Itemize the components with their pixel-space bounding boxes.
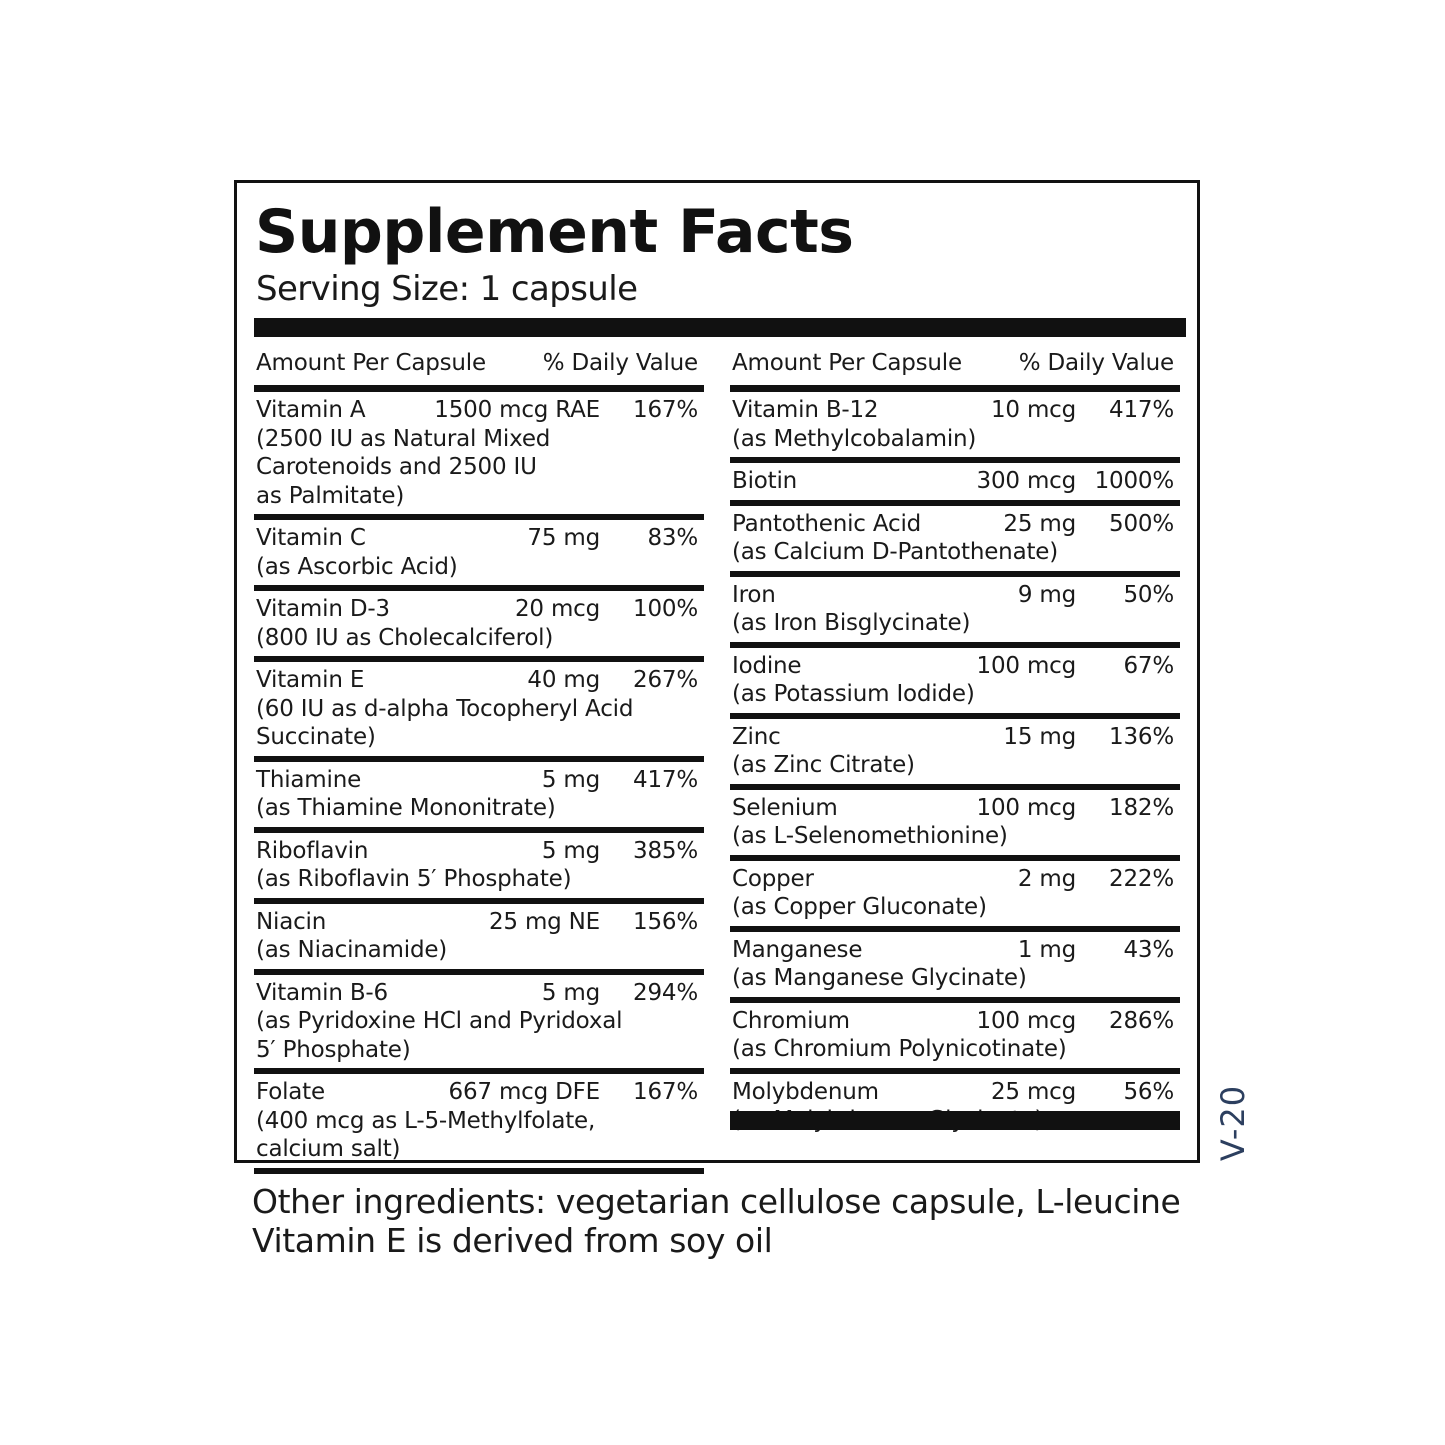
nutrient-source: (as Copper Gluconate) bbox=[732, 894, 987, 920]
nutrient-row bbox=[730, 719, 1180, 790]
nutrient-line bbox=[256, 837, 698, 866]
nutrient-daily-value: 286% bbox=[1109, 1007, 1174, 1034]
nutrient-row bbox=[730, 861, 1180, 932]
nutrient-daily-value: 267% bbox=[633, 667, 698, 693]
nutrient-line bbox=[256, 1078, 698, 1107]
nutrient-source: (as Calcium D-Pantothenate) bbox=[732, 539, 1058, 565]
nutrient-line bbox=[256, 908, 698, 937]
nutrient-name: Chromium bbox=[732, 1007, 850, 1034]
serving-size: Serving Size: 1 capsule bbox=[256, 269, 638, 309]
daily-value-header: % Daily Value bbox=[1018, 350, 1174, 376]
nutrient-name: Iodine bbox=[732, 652, 802, 679]
nutrient-line bbox=[732, 1007, 1174, 1036]
version-code: V-20 bbox=[1214, 1084, 1252, 1162]
nutrient-source: (as Manganese Glycinate) bbox=[732, 965, 1027, 991]
nutrient-daily-value: 83% bbox=[647, 525, 698, 551]
nutrient-amount: 100 mcg bbox=[976, 652, 1076, 679]
nutrient-line bbox=[256, 524, 698, 553]
nutrient-source: (as L-Selenomethionine) bbox=[732, 823, 1008, 849]
nutrient-daily-value: 136% bbox=[1109, 723, 1174, 750]
nutrient-row bbox=[254, 833, 704, 904]
nutrient-line bbox=[732, 936, 1174, 965]
nutrient-name: Vitamin C bbox=[256, 525, 366, 551]
nutrient-line bbox=[732, 467, 1174, 496]
nutrient-name: Copper bbox=[732, 865, 814, 892]
nutrient-source: (60 IU as d-alpha Tocopheryl Acid Succinate) bbox=[256, 695, 634, 750]
nutrient-row bbox=[730, 790, 1180, 861]
nutrient-row bbox=[730, 577, 1180, 648]
nutrient-daily-value: 167% bbox=[633, 397, 698, 423]
column-header bbox=[730, 348, 1180, 382]
nutrient-row bbox=[730, 463, 1180, 506]
nutrient-row bbox=[254, 520, 704, 591]
nutrient-daily-value: 417% bbox=[1109, 397, 1174, 423]
nutrient-name: Molybdenum bbox=[732, 1078, 879, 1105]
nutrient-line bbox=[732, 581, 1174, 610]
nutrient-line bbox=[732, 510, 1174, 539]
nutrient-amount: 100 mcg bbox=[976, 1007, 1076, 1034]
nutrient-amount: 2 mg bbox=[1017, 865, 1076, 892]
nutrient-row bbox=[730, 648, 1180, 719]
nutrient-amount: 10 mcg bbox=[990, 397, 1076, 423]
nutrient-name: Thiamine bbox=[256, 766, 362, 793]
nutrient-source: (as Zinc Citrate) bbox=[732, 752, 915, 778]
header-rule bbox=[254, 385, 704, 392]
nutrient-name: Vitamin E bbox=[256, 667, 365, 693]
nutrient-line bbox=[732, 1078, 1174, 1107]
nutrient-line bbox=[256, 666, 698, 695]
nutrient-amount: 5 mg bbox=[541, 837, 600, 864]
nutrient-name: Selenium bbox=[732, 794, 838, 821]
nutrient-line bbox=[732, 652, 1174, 681]
nutrient-amount: 667 mcg DFE bbox=[448, 1079, 600, 1105]
nutrient-daily-value: 100% bbox=[633, 596, 698, 622]
nutrient-daily-value: 500% bbox=[1109, 510, 1174, 537]
nutrient-name: Iron bbox=[732, 581, 776, 608]
nutrient-line bbox=[732, 723, 1174, 752]
nutrient-daily-value: 182% bbox=[1109, 794, 1174, 821]
other-ingredients: Other ingredients: vegetarian cellulose capsule, L-leucine bbox=[252, 1182, 1181, 1221]
nutrient-amount: 100 mcg bbox=[976, 794, 1076, 821]
nutrient-amount: 25 mcg bbox=[990, 1078, 1076, 1105]
amount-header: Amount Per Capsule bbox=[256, 350, 486, 376]
nutrient-daily-value: 167% bbox=[633, 1079, 698, 1105]
nutrient-name: Riboflavin bbox=[256, 837, 369, 864]
nutrient-source: (2500 IU as Natural Mixed Carotenoids and 2500 IU as Palmitate) bbox=[256, 425, 551, 509]
nutrient-source: (as Pyridoxine HCl and Pyridoxal 5′ Phosphate) bbox=[256, 1008, 623, 1063]
panel-title: Supplement Facts bbox=[255, 197, 854, 267]
nutrient-amount: 5 mg bbox=[541, 766, 600, 793]
nutrient-name: Biotin bbox=[732, 468, 798, 494]
nutrient-name: Vitamin B-6 bbox=[256, 979, 388, 1006]
nutrient-source: (400 mcg as L-5-Methylfolate, calcium salt) bbox=[256, 1107, 596, 1162]
nutrient-source: (as Ascorbic Acid) bbox=[256, 553, 458, 580]
nutrient-source: (as Riboflavin 5′ Phosphate) bbox=[256, 866, 572, 892]
nutrient-amount: 25 mg bbox=[1003, 510, 1076, 537]
nutrient-line bbox=[256, 979, 698, 1008]
nutrient-row bbox=[254, 591, 704, 662]
column-header bbox=[254, 348, 704, 382]
nutrient-list bbox=[730, 392, 1180, 1139]
nutrient-row bbox=[254, 762, 704, 833]
nutrient-amount: 1500 mcg RAE bbox=[434, 397, 600, 423]
top-thick-rule bbox=[254, 318, 1186, 337]
nutrient-amount: 1 mg bbox=[1017, 936, 1076, 963]
nutrient-daily-value: 1000% bbox=[1094, 468, 1174, 494]
nutrient-amount: 25 mg NE bbox=[488, 908, 600, 935]
nutrient-line bbox=[732, 794, 1174, 823]
nutrient-daily-value: 43% bbox=[1123, 936, 1174, 963]
nutrient-source: (as Thiamine Mononitrate) bbox=[256, 795, 556, 821]
nutrient-amount: 300 mcg bbox=[976, 468, 1076, 494]
nutrient-daily-value: 385% bbox=[633, 837, 698, 864]
nutrient-row bbox=[254, 662, 704, 762]
nutrient-name: Folate bbox=[256, 1079, 325, 1105]
nutrient-line bbox=[256, 595, 698, 624]
nutrient-row bbox=[730, 392, 1180, 463]
nutrient-row bbox=[254, 975, 704, 1075]
nutrient-column-left bbox=[254, 348, 704, 1174]
nutrient-row bbox=[254, 1074, 704, 1174]
nutrient-source: (as Niacinamide) bbox=[256, 937, 448, 963]
nutrient-name: Vitamin A bbox=[256, 397, 366, 423]
nutrient-list bbox=[254, 392, 704, 1174]
nutrient-name: Manganese bbox=[732, 936, 863, 963]
daily-value-header: % Daily Value bbox=[542, 350, 698, 376]
nutrient-amount: 15 mg bbox=[1003, 723, 1076, 750]
nutrient-source: (800 IU as Cholecalciferol) bbox=[256, 624, 554, 651]
nutrient-amount: 75 mg bbox=[527, 525, 600, 551]
nutrient-daily-value: 67% bbox=[1123, 652, 1174, 679]
nutrient-row bbox=[730, 1003, 1180, 1074]
nutrient-name: Zinc bbox=[732, 723, 781, 750]
bottom-thick-rule bbox=[730, 1111, 1180, 1130]
nutrient-row bbox=[254, 904, 704, 975]
nutrient-source: (as Methylcobalamin) bbox=[732, 425, 977, 452]
nutrient-row bbox=[730, 506, 1180, 577]
nutrient-daily-value: 222% bbox=[1109, 865, 1174, 892]
nutrient-line bbox=[732, 865, 1174, 894]
nutrient-daily-value: 156% bbox=[633, 908, 698, 935]
amount-header: Amount Per Capsule bbox=[732, 350, 962, 376]
nutrient-name: Pantothenic Acid bbox=[732, 510, 922, 537]
nutrient-amount: 20 mcg bbox=[514, 596, 600, 622]
nutrient-name: Vitamin B-12 bbox=[732, 397, 879, 423]
nutrient-line bbox=[732, 396, 1174, 425]
nutrient-daily-value: 50% bbox=[1123, 581, 1174, 608]
nutrient-daily-value: 56% bbox=[1123, 1078, 1174, 1105]
nutrient-name: Niacin bbox=[256, 908, 327, 935]
nutrient-name: Vitamin D-3 bbox=[256, 596, 390, 622]
nutrient-daily-value: 417% bbox=[633, 766, 698, 793]
allergen-note: Vitamin E is derived from soy oil bbox=[252, 1221, 773, 1260]
nutrient-row bbox=[730, 932, 1180, 1003]
nutrient-daily-value: 294% bbox=[633, 979, 698, 1006]
nutrient-line bbox=[256, 766, 698, 795]
header-rule bbox=[730, 385, 1180, 392]
nutrient-source: (as Iron Bisglycinate) bbox=[732, 610, 971, 636]
nutrient-amount: 5 mg bbox=[541, 979, 600, 1006]
nutrient-column-right bbox=[730, 348, 1180, 1139]
nutrient-source: (as Potassium Iodide) bbox=[732, 681, 975, 707]
nutrient-row bbox=[254, 392, 704, 520]
nutrient-line bbox=[256, 396, 698, 425]
nutrient-amount: 9 mg bbox=[1017, 581, 1076, 608]
nutrient-amount: 40 mg bbox=[527, 667, 600, 693]
nutrient-source: (as Chromium Polynicotinate) bbox=[732, 1036, 1067, 1062]
